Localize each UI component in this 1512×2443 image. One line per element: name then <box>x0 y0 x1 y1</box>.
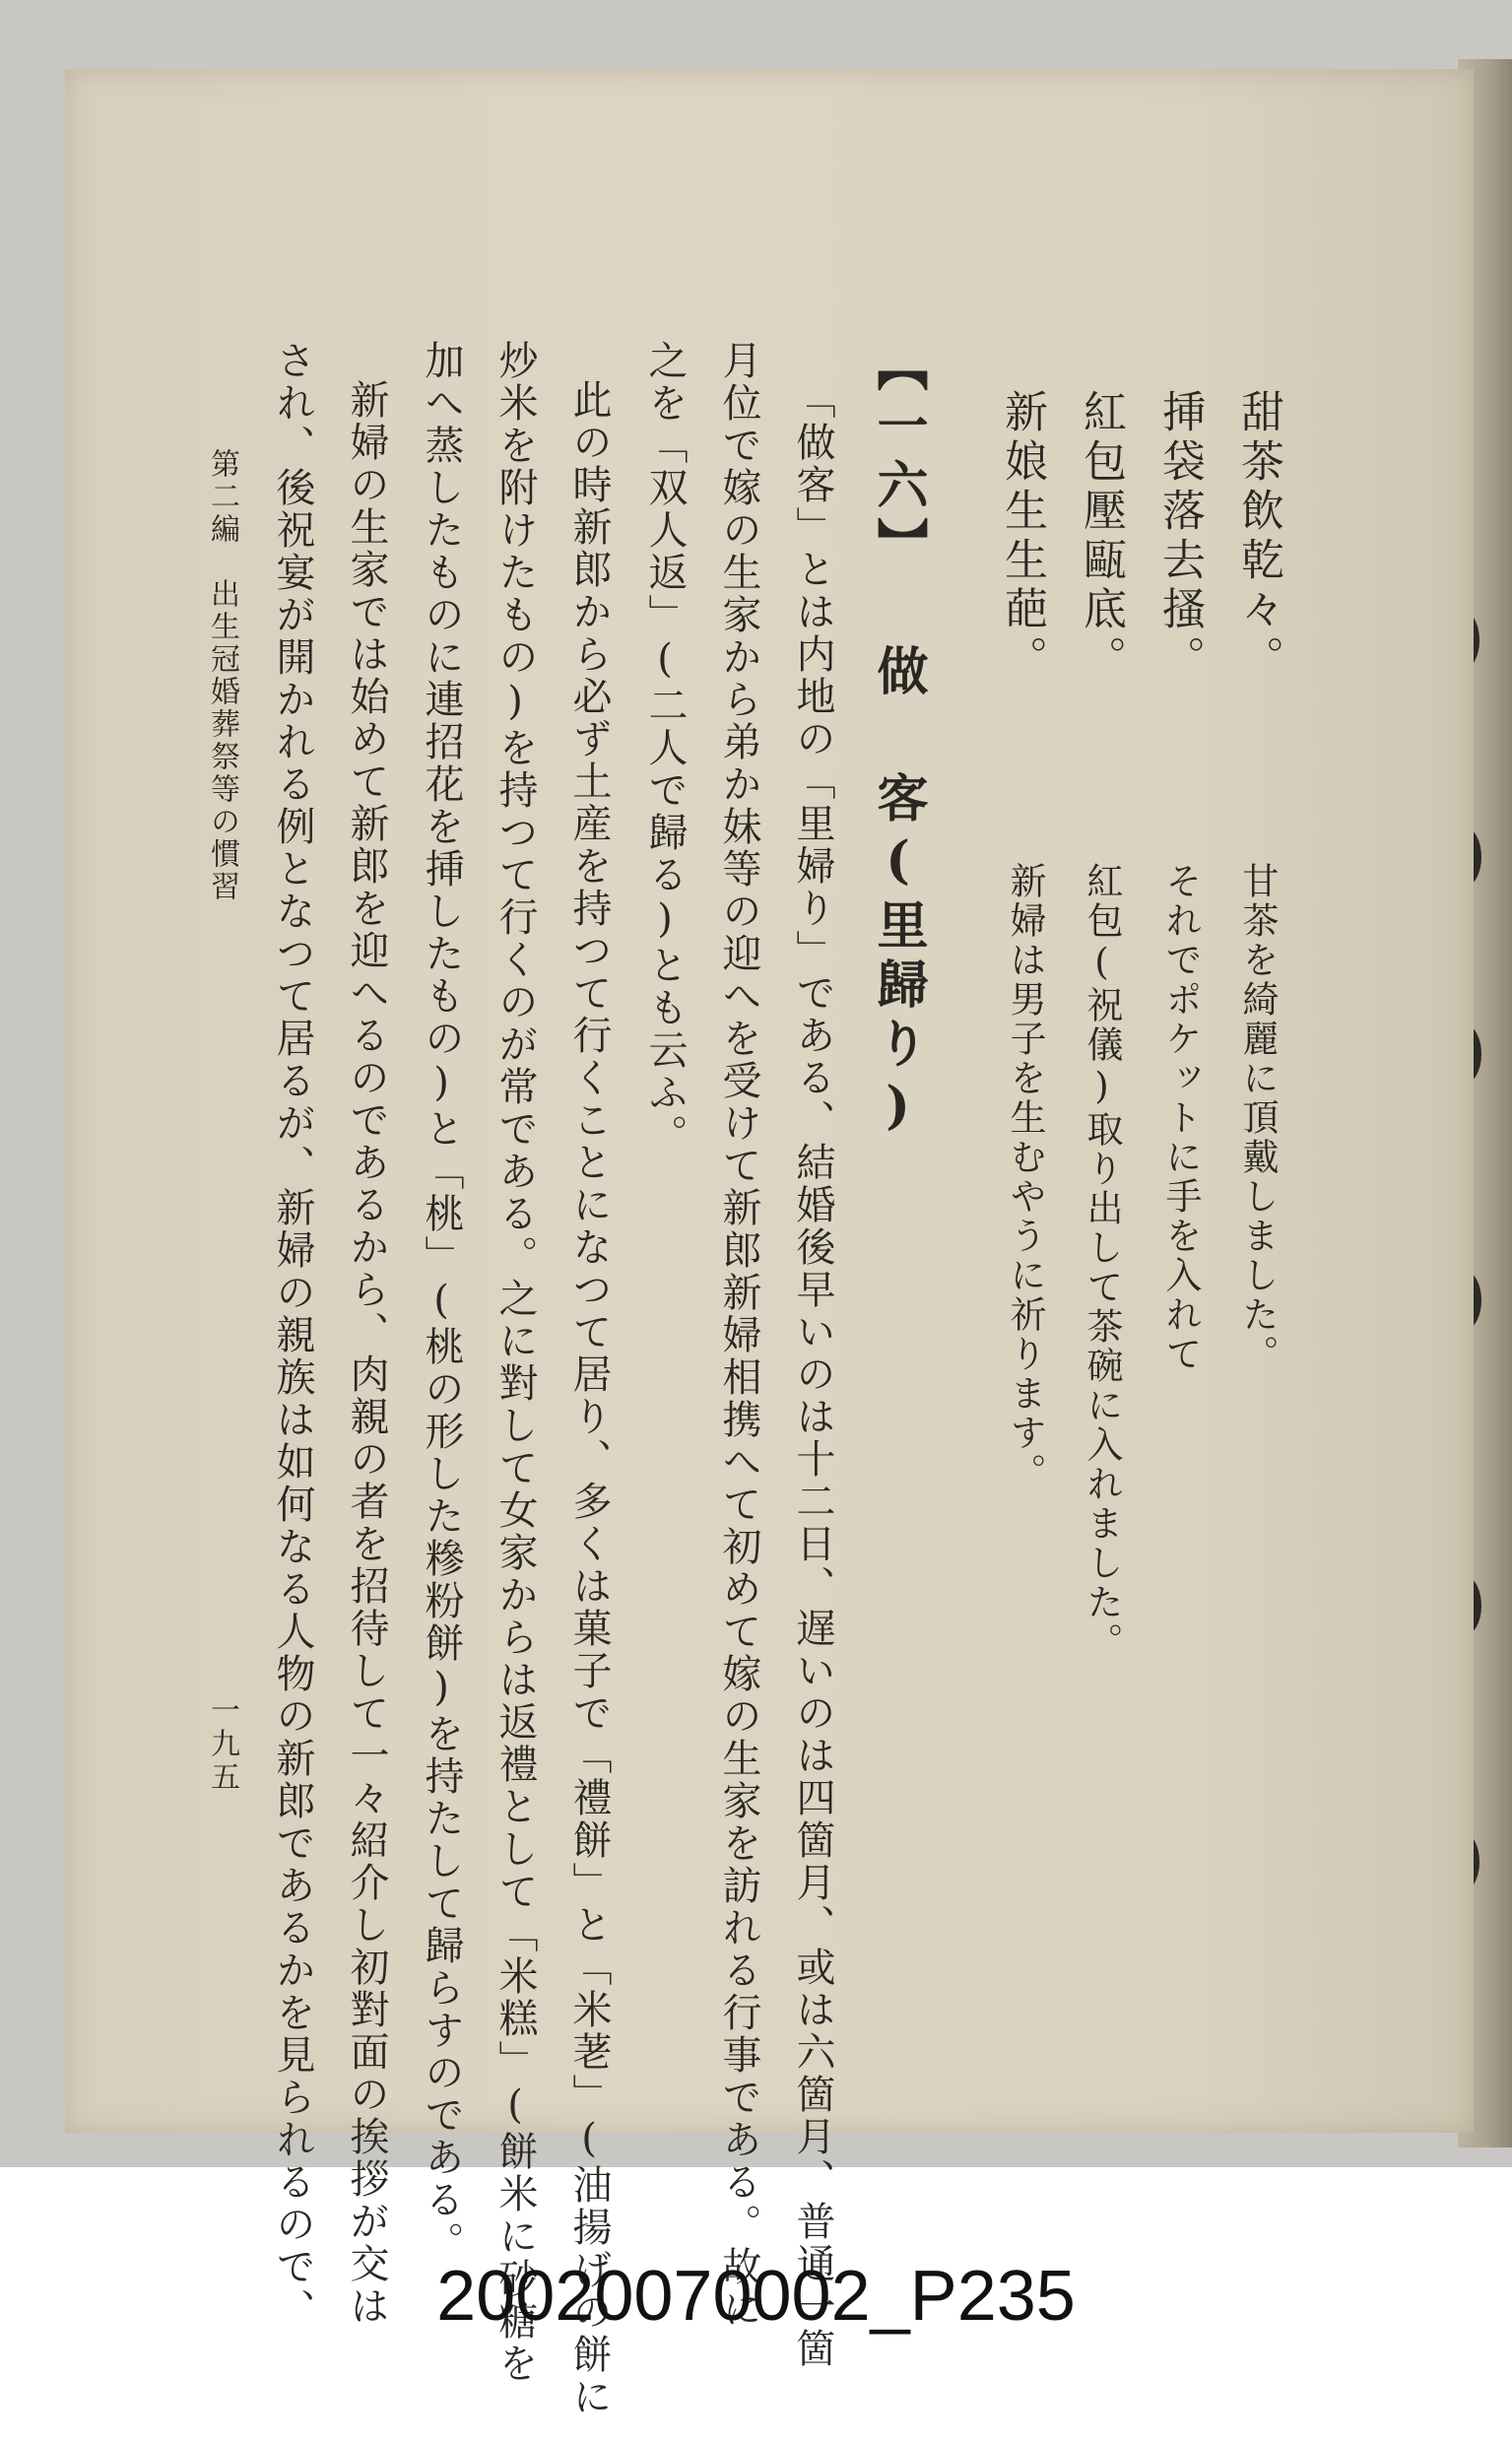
poem-translation: 甘茶を綺麗に頂戴しました。 <box>1236 862 1279 1374</box>
poem-line: 挿袋落去搔。 <box>1154 389 1205 685</box>
body-line: 之を「双人返」(二人で歸る)とも云ふ。 <box>642 340 688 1156</box>
body-line: 此の時新郎から必ず土産を持つて行くことになつて居り、多くは菓子で「禮餅」と「米荖」(油揚げの餅に <box>566 379 612 2418</box>
body-line: され、後祝宴が開かれる例となつて居るが、新婦の親族は如何なる人物の新郎であるかを見られるので、 <box>270 340 315 2331</box>
body-line: 加へ蒸したものに連招花を挿したもの)と「桃」(桃の形した糝粉餅)を持たして歸らすのである。 <box>419 340 464 2264</box>
poem-translation: 新婦は男子を生むやうに祈ります。 <box>1004 862 1046 1492</box>
poem-line: 紅包壓甌底。 <box>1076 389 1126 685</box>
image-id-caption: 20020070002_P235 <box>436 2257 1076 2336</box>
running-title: 第二編 出生冠婚葬祭等の慣習 <box>205 448 239 903</box>
body-line: 「做客」とは内地の「里婦り」である、結婚後早いのは十二日、遅いのは四箇月、或は六箇月、普通一箇 <box>790 379 835 2370</box>
section-heading: 【一六】 做 客(里歸り) <box>868 340 928 1144</box>
poem-line: 甜茶飲乾々。 <box>1233 389 1283 685</box>
body-line: 月位で嫁の生家から弟か妹等の迎へを受けて新郎新婦相携へて初めて嫁の生家を訪れる行事である。故に <box>716 340 761 2331</box>
body-line: 炒米を附けたもの)を持つて行くのが常である。之に對して女家からは返禮として「米糕」(餅米に砂糖を <box>493 340 538 2385</box>
body-line: 新婦の生家では始めて新郎を迎へるのであるから、肉親の者を招待して一々紹介し初對面の挨拶が交は <box>344 379 389 2328</box>
page-number: 一九五 <box>205 1694 239 1795</box>
poem-line: 新娘生生葩。 <box>997 389 1047 685</box>
poem-translation: それでポケットに手を入れて <box>1159 862 1202 1374</box>
poem-translation: 紅包(祝儀)取り出して茶碗に入れました。 <box>1081 862 1123 1662</box>
